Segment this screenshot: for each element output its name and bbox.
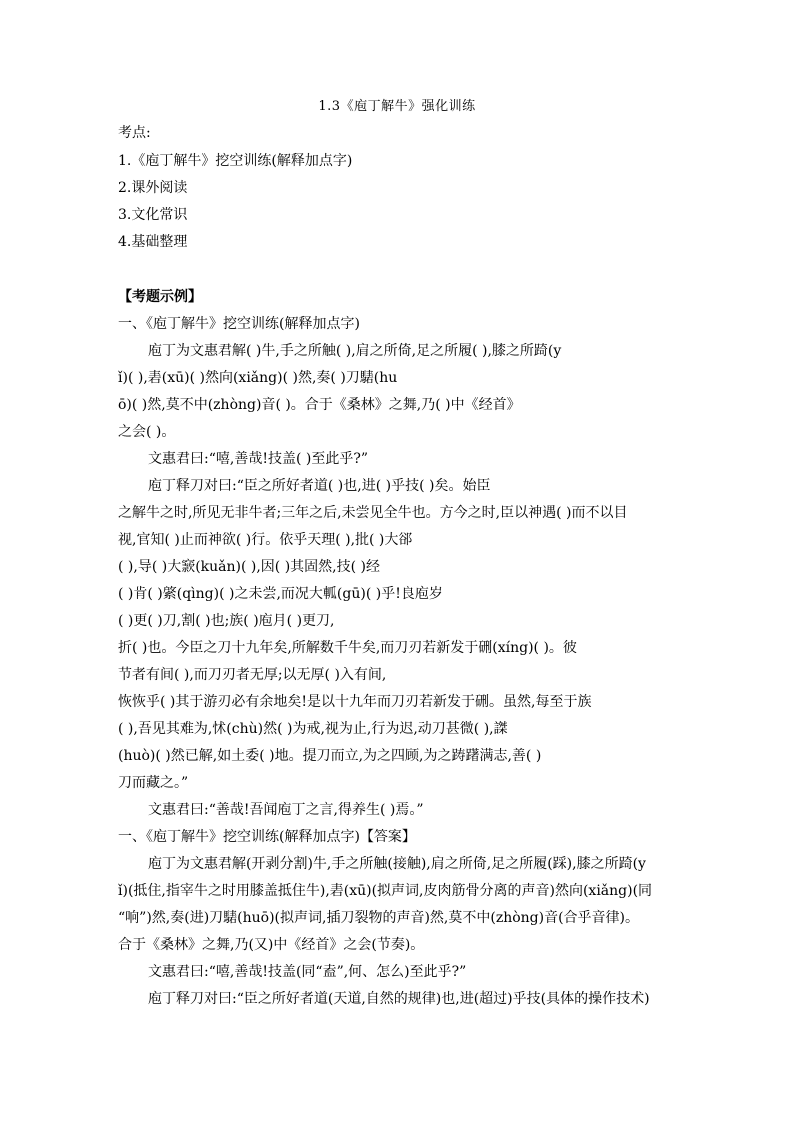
exercise-line: 恢恢乎( )其于游刃必有余地矣!是以十九年而刀刃若新发于硎。虽然,每至于族 <box>118 694 592 710</box>
answer-line: ǐ)(抵住,指宰牛之时用膝盖抵住牛),砉(xū)(拟声词,皮肉筋骨分离的声音)然向(xiǎng)(同 <box>118 883 653 899</box>
exercise-line: 刀而藏之。” <box>118 775 189 791</box>
answer-line: 文惠君曰:“嘻,善哉!技盖(同“盍”,何、怎么)至此乎?” <box>148 964 467 980</box>
kaodian-item: 2.课外阅读 <box>118 180 188 196</box>
exercise-line: ō)( )然,莫不中(zhòng)音( )。合于《桑林》之舞,乃( )中《经首》 <box>118 397 521 413</box>
exercise-line: 之会( )。 <box>118 424 176 440</box>
kaodian-item: 3.文化常识 <box>118 207 188 223</box>
exercise-line: 文惠君曰:“嘻,善哉!技盖( )至此乎?” <box>148 451 368 467</box>
kaodian-item: 4.基础整理 <box>118 234 188 250</box>
example-heading: 【考题示例】 <box>118 289 202 305</box>
exercise-line: 节者有间( ),而刀刃者无厚;以无厚( )入有间, <box>118 667 387 683</box>
answer-line: 庖丁为文惠君解(开剥分割)牛,手之所触(接触),肩之所倚,足之所履(踩),膝之所踦(y <box>148 856 646 872</box>
exercise-line: ( )肯( )綮(qìng)( )之未尝,而况大軱(gū)( )乎!良庖岁 <box>118 586 443 602</box>
exercise-line: 折( )也。今臣之刀十九年矣,所解数千牛矣,而刀刃若新发于硎(xíng)( )。彼 <box>118 640 577 656</box>
answer-line: 合于《桑林》之舞,乃(又)中《经首》之会(节奏)。 <box>118 937 425 953</box>
exercise-line: (huò)( )然已解,如土委( )地。提刀而立,为之四顾,为之踌躇满志,善( ) <box>118 748 542 764</box>
exercise-line: ǐ)( ),砉(xū)( )然向(xiǎng)( )然,奏( )刀騞(hu <box>118 370 398 386</box>
answer-heading: 一、《庖丁解牛》挖空训练(解释加点字)【答案】 <box>118 829 416 845</box>
exercise-line: ( ),吾见其难为,怵(chù)然( )为戒,视为止,行为迟,动刀甚微( ),謋 <box>118 721 508 737</box>
answer-line: “响”)然,奏(进)刀騞(huō)(拟声词,插刀裂物的声音)然,莫不中(zhòng)音(合乎音律)。 <box>118 910 640 926</box>
exercise-line: 之解牛之时,所见无非牛者;三年之后,未尝见全牛也。方今之时,臣以神遇( )而不以目 <box>118 505 628 521</box>
exercise-line: 庖丁为文惠君解( )牛,手之所触( ),肩之所倚,足之所履( ),膝之所踦(y <box>148 343 562 359</box>
page-title: 1.3《庖丁解牛》强化训练 <box>318 99 476 114</box>
exercise-line: 视,官知( )止而神欲( )行。依乎天理( ),批( )大郤 <box>118 532 413 548</box>
kaodian-heading: 考点: <box>118 125 151 141</box>
exercise-line: 文惠君曰:“善哉!吾闻庖丁之言,得养生( )焉。” <box>148 802 424 818</box>
exercise-line: ( )更( )刀,割( )也;族( )庖月( )更刀, <box>118 613 335 629</box>
exercise-heading: 一、《庖丁解牛》挖空训练(解释加点字) <box>118 316 360 332</box>
kaodian-item: 1.《庖丁解牛》挖空训练(解释加点字) <box>118 153 353 169</box>
exercise-line: 庖丁释刀对曰:“臣之所好者道( )也,进( )乎技( )矣。始臣 <box>148 478 491 494</box>
exercise-line: ( ),导( )大窾(kuǎn)( ),因( )其固然,技( )经 <box>118 559 381 575</box>
answer-line: 庖丁释刀对曰:“臣之所好者道(天道,自然的规律)也,进(超过)乎技(具体的操作技术) <box>148 991 650 1007</box>
